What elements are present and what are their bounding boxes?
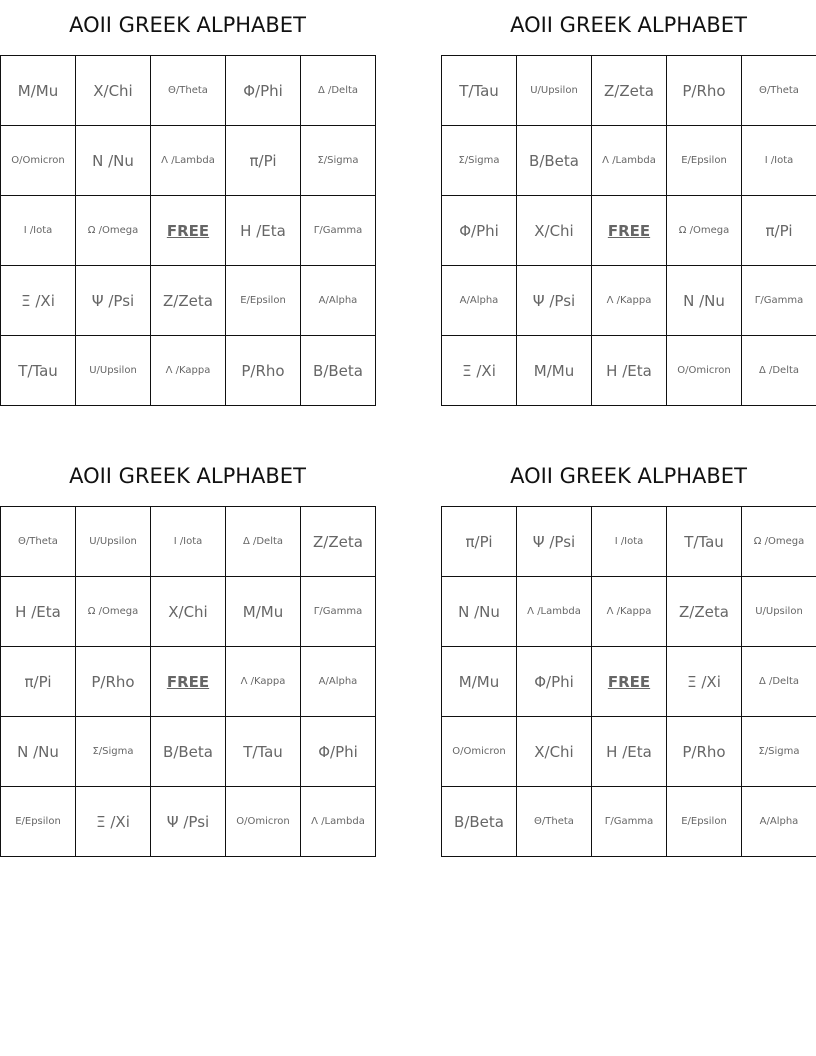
bingo-cell: H /Eta — [592, 336, 667, 406]
card-title: AOII GREEK ALPHABET — [69, 464, 306, 488]
bingo-cell: I /Iota — [742, 126, 816, 196]
bingo-cell: Δ /Delta — [226, 507, 301, 577]
card-title: AOII GREEK ALPHABET — [510, 464, 747, 488]
bingo-cell: Z/Zeta — [151, 266, 226, 336]
bingo-cell: Γ/Gamma — [301, 196, 376, 266]
grid-row — [1, 266, 376, 336]
bingo-cell: X/Chi — [517, 196, 592, 266]
bingo-cell: P/Rho — [667, 56, 742, 126]
bingo-cell: Λ /Lambda — [151, 126, 226, 196]
bingo-cell: Φ/Phi — [517, 647, 592, 717]
bingo-cell: Σ/Sigma — [742, 717, 816, 787]
bingo-cell: P/Rho — [76, 647, 151, 717]
bingo-cell: M/Mu — [442, 647, 517, 717]
bingo-cell: π/Pi — [1, 647, 76, 717]
bingo-cell: Ω /Omega — [76, 577, 151, 647]
bingo-cell: Δ /Delta — [742, 647, 816, 717]
bingo-cell: X/Chi — [76, 56, 151, 126]
bingo-cell: Λ /Lambda — [301, 787, 376, 857]
bingo-cell: U/Upsilon — [76, 507, 151, 577]
bingo-cell: T/Tau — [226, 717, 301, 787]
bingo-cell: E/Epsilon — [667, 126, 742, 196]
bingo-cell: M/Mu — [1, 56, 76, 126]
bingo-cell: Θ/Theta — [1, 507, 76, 577]
bingo-cell: Γ/Gamma — [301, 577, 376, 647]
bingo-cell: X/Chi — [517, 717, 592, 787]
grid-row — [442, 647, 816, 717]
bingo-cell: Γ/Gamma — [592, 787, 667, 857]
bingo-grid — [441, 55, 816, 406]
bingo-cell: Λ /Kappa — [226, 647, 301, 717]
bingo-cell: B/Beta — [442, 787, 517, 857]
grid-row — [442, 717, 816, 787]
bingo-cell: O/Omicron — [442, 717, 517, 787]
bingo-cell: T/Tau — [667, 507, 742, 577]
grid-row — [442, 266, 816, 336]
bingo-cell: E/Epsilon — [1, 787, 76, 857]
bingo-cell: N /Nu — [667, 266, 742, 336]
bingo-cell: Ψ /Psi — [76, 266, 151, 336]
bingo-cell: Φ/Phi — [442, 196, 517, 266]
bingo-cell: Σ/Sigma — [301, 126, 376, 196]
bingo-cell: P/Rho — [667, 717, 742, 787]
bingo-cell: O/Omicron — [226, 787, 301, 857]
bingo-cell: Θ/Theta — [517, 787, 592, 857]
bingo-cell: Z/Zeta — [301, 507, 376, 577]
bingo-grid — [441, 506, 816, 857]
grid-row — [1, 717, 376, 787]
bingo-cell: A/Alpha — [442, 266, 517, 336]
bingo-cell: π/Pi — [442, 507, 517, 577]
bingo-cell: N /Nu — [442, 577, 517, 647]
bingo-cell: Δ /Delta — [301, 56, 376, 126]
bingo-cell: Ξ /Xi — [1, 266, 76, 336]
free-space-cell: FREE — [592, 647, 667, 717]
bingo-cell: Φ/Phi — [301, 717, 376, 787]
bingo-grid — [0, 506, 376, 857]
bingo-cell: B/Beta — [151, 717, 226, 787]
bingo-cell: B/Beta — [301, 336, 376, 406]
bingo-cell: N /Nu — [76, 126, 151, 196]
grid-row — [442, 336, 816, 406]
bingo-cell: E/Epsilon — [667, 787, 742, 857]
bingo-cell: O/Omicron — [1, 126, 76, 196]
bingo-cell: π/Pi — [226, 126, 301, 196]
bingo-cell: Ω /Omega — [76, 196, 151, 266]
bingo-cell: M/Mu — [517, 336, 592, 406]
grid-row — [442, 787, 816, 857]
grid-row — [1, 647, 376, 717]
grid-row — [1, 196, 376, 266]
bingo-cell: Ξ /Xi — [667, 647, 742, 717]
bingo-cell: Σ/Sigma — [76, 717, 151, 787]
bingo-cell: H /Eta — [592, 717, 667, 787]
bingo-cell: U/Upsilon — [76, 336, 151, 406]
grid-row — [442, 577, 816, 647]
bingo-cell: Z/Zeta — [592, 56, 667, 126]
free-space-cell: FREE — [151, 647, 226, 717]
grid-row — [1, 336, 376, 406]
bingo-cell: Γ/Gamma — [742, 266, 816, 336]
bingo-cell: Ω /Omega — [742, 507, 816, 577]
bingo-cell: B/Beta — [517, 126, 592, 196]
bingo-cell: H /Eta — [1, 577, 76, 647]
bingo-cell: X/Chi — [151, 577, 226, 647]
bingo-cell: Ψ /Psi — [517, 507, 592, 577]
free-space-cell: FREE — [151, 196, 226, 266]
bingo-cell: E/Epsilon — [226, 266, 301, 336]
bingo-cell: Δ /Delta — [742, 336, 816, 406]
bingo-cell: Θ/Theta — [742, 56, 816, 126]
bingo-cell: T/Tau — [442, 56, 517, 126]
bingo-cell: Σ/Sigma — [442, 126, 517, 196]
bingo-cell: A/Alpha — [742, 787, 816, 857]
bingo-cell: U/Upsilon — [517, 56, 592, 126]
grid-row — [1, 787, 376, 857]
bingo-cell: Ξ /Xi — [442, 336, 517, 406]
grid-row — [1, 56, 376, 126]
bingo-cell: M/Mu — [226, 577, 301, 647]
bingo-cell: N /Nu — [1, 717, 76, 787]
bingo-cell: A/Alpha — [301, 647, 376, 717]
grid-row — [442, 196, 816, 266]
bingo-cell: U/Upsilon — [742, 577, 816, 647]
bingo-cell: π/Pi — [742, 196, 816, 266]
free-space-cell: FREE — [592, 196, 667, 266]
grid-row — [442, 126, 816, 196]
bingo-cell: Ξ /Xi — [76, 787, 151, 857]
bingo-cell: T/Tau — [1, 336, 76, 406]
grid-row — [1, 577, 376, 647]
bingo-cell: A/Alpha — [301, 266, 376, 336]
bingo-cell: Λ /Kappa — [592, 577, 667, 647]
bingo-cell: P/Rho — [226, 336, 301, 406]
bingo-cell: Ψ /Psi — [151, 787, 226, 857]
bingo-cell: Ψ /Psi — [517, 266, 592, 336]
grid-row — [1, 126, 376, 196]
bingo-cell: I /Iota — [1, 196, 76, 266]
bingo-cell: O/Omicron — [667, 336, 742, 406]
bingo-cell: Φ/Phi — [226, 56, 301, 126]
bingo-cell: Z/Zeta — [667, 577, 742, 647]
grid-row — [1, 507, 376, 577]
bingo-grid — [0, 55, 376, 406]
card-title: AOII GREEK ALPHABET — [69, 13, 306, 37]
grid-row — [442, 507, 816, 577]
bingo-cell: H /Eta — [226, 196, 301, 266]
bingo-cell: Λ /Kappa — [151, 336, 226, 406]
grid-row — [442, 56, 816, 126]
bingo-cell: Λ /Lambda — [592, 126, 667, 196]
bingo-cell: Ω /Omega — [667, 196, 742, 266]
bingo-cell: I /Iota — [592, 507, 667, 577]
bingo-cell: Λ /Lambda — [517, 577, 592, 647]
bingo-cell: Θ/Theta — [151, 56, 226, 126]
card-title: AOII GREEK ALPHABET — [510, 13, 747, 37]
bingo-cell: I /Iota — [151, 507, 226, 577]
bingo-cell: Λ /Kappa — [592, 266, 667, 336]
